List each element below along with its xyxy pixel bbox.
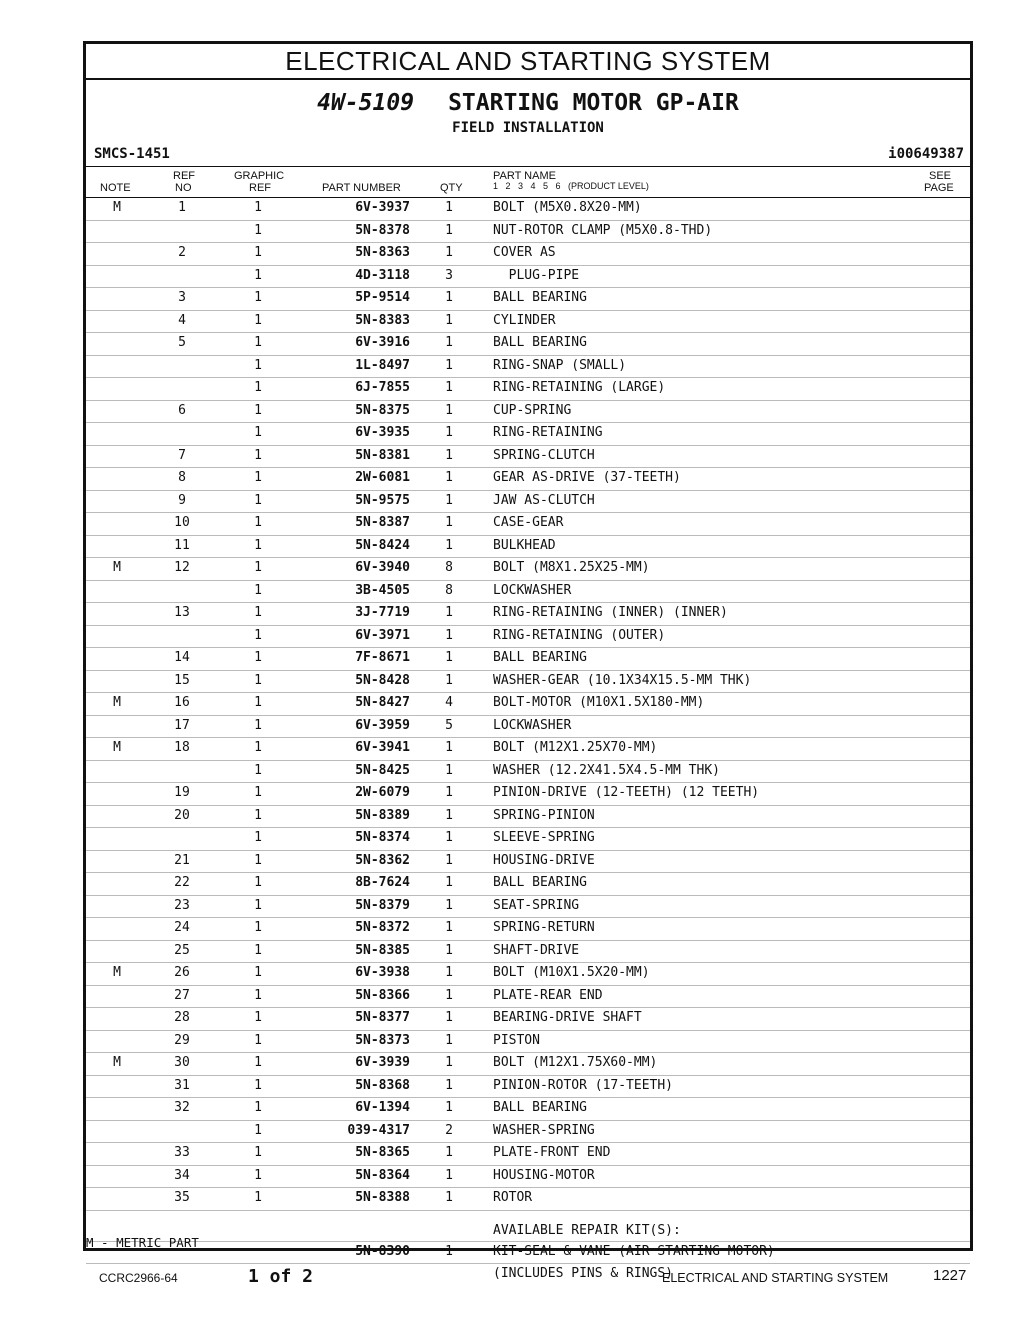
ref-no-cell: 16 <box>174 695 190 710</box>
part-number-cell: 2W-6081 <box>355 470 410 485</box>
part-name-cell: WASHER-SPRING <box>493 1122 595 1138</box>
part-name-cell: BOLT (M12X1.25X70-MM) <box>493 740 658 755</box>
qty-cell: 1 <box>445 1077 453 1093</box>
table-row <box>86 1008 970 1031</box>
ref-no-cell: 10 <box>174 515 190 530</box>
part-number-cell: 6V-3938 <box>355 965 410 980</box>
graphic-ref-cell: 1 <box>254 1122 262 1138</box>
qty-cell: 1 <box>445 1167 453 1183</box>
part-number-cell: 5N-8365 <box>355 1145 410 1160</box>
part-number-cell: 6V-3916 <box>355 335 410 350</box>
part-name-cell: LOCKWASHER <box>493 717 572 733</box>
smcs-code: SMCS-1451 <box>94 146 170 162</box>
part-number-cell: 6V-3939 <box>355 1055 410 1070</box>
col-see-bottom: PAGE <box>924 182 954 194</box>
kit-part-number: 5N-8390 <box>355 1243 410 1259</box>
part-name-cell: WASHER (12.2X41.5X4.5-MM THK) <box>493 762 720 778</box>
kit-row <box>86 1242 970 1265</box>
table-row <box>86 513 970 536</box>
part-number-cell: 5N-9575 <box>355 492 410 508</box>
part-name-cell: BALL BEARING <box>493 1100 587 1115</box>
graphic-ref-cell: 1 <box>254 312 262 328</box>
part-number-cell: 5N-8373 <box>355 1032 410 1048</box>
ref-no-cell: 33 <box>174 1145 190 1160</box>
table-row <box>86 266 970 289</box>
table-row <box>86 1143 970 1166</box>
part-number-cell: 4D-3118 <box>355 267 410 283</box>
part-name-cell: RING-RETAINING <box>493 425 603 440</box>
table-row <box>86 491 970 514</box>
graphic-ref-cell: 1 <box>254 987 262 1003</box>
footer-page-of: 1 of 2 <box>248 1266 314 1287</box>
graphic-ref-cell: 1 <box>254 245 262 260</box>
table-row <box>86 693 970 716</box>
qty-cell: 1 <box>445 312 453 328</box>
part-number-cell: 5N-8375 <box>355 402 410 418</box>
graphic-ref-cell: 1 <box>254 717 262 733</box>
part-number-cell: 5N-8364 <box>355 1167 410 1183</box>
table-row <box>86 198 970 221</box>
part-name-cell: SEAT-SPRING <box>493 897 580 913</box>
ref-no-cell: 32 <box>174 1100 190 1115</box>
graphic-ref-cell: 1 <box>254 785 262 800</box>
group-number: 4W-5109 <box>317 90 415 116</box>
table-row <box>86 716 970 739</box>
parts-table <box>86 198 970 1211</box>
col-graphic-top: GRAPHIC <box>234 170 285 182</box>
qty-cell: 1 <box>445 785 453 800</box>
qty-cell: 1 <box>445 357 453 373</box>
part-name-cell: SLEEVE-SPRING <box>493 830 595 845</box>
part-name-cell: SPRING-RETURN <box>493 920 595 935</box>
table-row <box>86 221 970 244</box>
illustration-id: i00649387 <box>888 146 964 162</box>
part-number-cell: 5N-8385 <box>355 942 410 958</box>
qty-cell: 1 <box>445 537 453 553</box>
part-name-cell: SHAFT-DRIVE <box>493 942 580 958</box>
table-row <box>86 558 970 581</box>
table-row <box>86 828 970 851</box>
part-name-cell: PISTON <box>493 1032 540 1048</box>
ref-no-cell: 5 <box>178 335 186 350</box>
ref-no-cell: 2 <box>178 245 186 260</box>
ref-no-cell: 25 <box>174 942 190 958</box>
part-name-cell: RING-RETAINING (LARGE) <box>493 380 666 395</box>
note-cell: M <box>113 200 121 215</box>
group-title <box>86 90 970 116</box>
col-ref-top: REF <box>173 170 195 182</box>
table-row <box>86 896 970 919</box>
part-number-cell: 6V-3935 <box>355 425 410 440</box>
table-row <box>86 378 970 401</box>
qty-cell: 1 <box>445 245 453 260</box>
qty-cell: 1 <box>445 335 453 350</box>
part-name-cell: BALL BEARING <box>493 875 587 890</box>
qty-cell: 1 <box>445 380 453 395</box>
qty-cell: 1 <box>445 807 453 823</box>
part-name-cell: RING-RETAINING (INNER) (INNER) <box>493 605 728 620</box>
ref-no-cell: 8 <box>178 470 186 485</box>
group-header <box>86 80 970 167</box>
table-row <box>86 1188 970 1211</box>
ref-no-cell: 24 <box>174 920 190 935</box>
qty-cell: 1 <box>445 425 453 440</box>
table-row <box>86 1031 970 1054</box>
part-name-cell: BOLT (M5X0.8X20-MM) <box>493 200 642 215</box>
part-name-cell: PLUG-PIPE <box>493 267 580 283</box>
col-see-top: SEE <box>929 170 952 182</box>
graphic-ref-cell: 1 <box>254 492 262 508</box>
ref-no-cell: 26 <box>174 965 190 980</box>
table-row <box>86 918 970 941</box>
part-name-cell: BEARING-DRIVE SHAFT <box>493 1010 642 1025</box>
part-name-cell: PINION-ROTOR (17-TEETH) <box>493 1077 674 1093</box>
graphic-ref-cell: 1 <box>254 582 262 598</box>
note-cell: M <box>113 965 121 980</box>
group-subtitle: FIELD INSTALLATION <box>452 120 604 136</box>
part-name-cell: BALL BEARING <box>493 335 587 350</box>
part-number-cell: 5N-8381 <box>355 447 410 463</box>
graphic-ref-cell: 1 <box>254 380 262 395</box>
qty-cell: 1 <box>445 740 453 755</box>
ref-no-cell: 4 <box>178 312 186 328</box>
part-number-cell: 8B-7624 <box>355 875 410 890</box>
ref-no-cell: 12 <box>174 560 190 575</box>
table-row <box>86 783 970 806</box>
ref-no-cell: 34 <box>174 1167 190 1183</box>
part-number-cell: 5N-8366 <box>355 987 410 1003</box>
part-name-cell: ROTOR <box>493 1190 533 1205</box>
qty-cell: 1 <box>445 1190 453 1205</box>
ref-no-cell: 18 <box>174 740 190 755</box>
graphic-ref-cell: 1 <box>254 897 262 913</box>
ref-no-cell: 31 <box>174 1077 190 1093</box>
col-graphic-bottom: REF <box>249 182 271 194</box>
qty-cell: 5 <box>445 717 453 733</box>
footer-page-number: 1227 <box>933 1267 967 1284</box>
part-name-cell: BULKHEAD <box>493 537 556 553</box>
table-row <box>86 1053 970 1076</box>
part-name-cell: CASE-GEAR <box>493 515 564 530</box>
graphic-ref-cell: 1 <box>254 1100 262 1115</box>
part-number-cell: 5N-8389 <box>355 807 410 823</box>
part-name-cell: HOUSING-MOTOR <box>493 1167 595 1183</box>
qty-cell: 1 <box>445 1032 453 1048</box>
part-name-cell: BOLT (M8X1.25X25-MM) <box>493 560 650 575</box>
graphic-ref-cell: 1 <box>254 695 262 710</box>
part-name-cell: BOLT (M10X1.5X20-MM) <box>493 965 650 980</box>
table-row <box>86 806 970 829</box>
qty-cell: 2 <box>445 1122 453 1138</box>
graphic-ref-cell: 1 <box>254 425 262 440</box>
graphic-ref-cell: 1 <box>254 875 262 890</box>
note-cell: M <box>113 560 121 575</box>
table-row <box>86 963 970 986</box>
qty-cell: 1 <box>445 492 453 508</box>
table-row <box>86 311 970 334</box>
part-number-cell: 5N-8374 <box>355 830 410 845</box>
ref-no-cell: 21 <box>174 852 190 868</box>
ref-no-cell: 30 <box>174 1055 190 1070</box>
qty-cell: 1 <box>445 1010 453 1025</box>
ref-no-cell: 13 <box>174 605 190 620</box>
part-name-cell: RING-SNAP (SMALL) <box>493 357 627 373</box>
graphic-ref-cell: 1 <box>254 357 262 373</box>
qty-cell: 1 <box>445 650 453 665</box>
graphic-ref-cell: 1 <box>254 740 262 755</box>
graphic-ref-cell: 1 <box>254 762 262 778</box>
col-ref-bottom: NO <box>175 182 192 194</box>
part-number-cell: 3J-7719 <box>355 605 410 620</box>
group-name: STARTING MOTOR GP-AIR <box>448 90 739 116</box>
qty-cell: 1 <box>445 942 453 958</box>
table-row <box>86 671 970 694</box>
part-name-cell: PLATE-REAR END <box>493 987 603 1003</box>
ref-no-cell: 20 <box>174 807 190 823</box>
graphic-ref-cell: 1 <box>254 942 262 958</box>
graphic-ref-cell: 1 <box>254 1077 262 1093</box>
part-number-cell: 5N-8388 <box>355 1190 410 1205</box>
graphic-ref-cell: 1 <box>254 222 262 238</box>
graphic-ref-cell: 1 <box>254 335 262 350</box>
qty-cell: 8 <box>445 582 453 598</box>
part-number-cell: 5N-8368 <box>355 1077 410 1093</box>
graphic-ref-cell: 1 <box>254 605 262 620</box>
note-cell: M <box>113 740 121 755</box>
part-number-cell: 5P-9514 <box>355 290 410 305</box>
kit-title-row <box>86 1211 970 1242</box>
qty-cell: 1 <box>445 830 453 845</box>
kit-title: AVAILABLE REPAIR KIT(S): <box>493 1222 681 1238</box>
qty-cell: 1 <box>445 672 453 688</box>
column-header <box>86 167 970 198</box>
graphic-ref-cell: 1 <box>254 1032 262 1048</box>
graphic-ref-cell: 1 <box>254 1190 262 1205</box>
qty-cell: 1 <box>445 627 453 643</box>
qty-cell: 1 <box>445 987 453 1003</box>
qty-cell: 3 <box>445 267 453 283</box>
table-row <box>86 468 970 491</box>
qty-cell: 1 <box>445 200 453 215</box>
table-row <box>86 851 970 874</box>
part-number-cell: 6V-1394 <box>355 1100 410 1115</box>
table-row <box>86 1098 970 1121</box>
part-name-cell: GEAR AS-DRIVE (37-TEETH) <box>493 470 681 485</box>
qty-cell: 1 <box>445 875 453 890</box>
part-number-cell: 5N-8383 <box>355 312 410 328</box>
part-number-cell: 5N-8362 <box>355 852 410 868</box>
part-number-cell: 6V-3940 <box>355 560 410 575</box>
table-row <box>86 603 970 626</box>
part-number-cell: 6V-3941 <box>355 740 410 755</box>
graphic-ref-cell: 1 <box>254 200 262 215</box>
part-number-cell: 5N-8372 <box>355 920 410 935</box>
table-row <box>86 626 970 649</box>
part-name-cell: BALL BEARING <box>493 290 587 305</box>
ref-no-cell: 9 <box>178 492 186 508</box>
graphic-ref-cell: 1 <box>254 537 262 553</box>
graphic-ref-cell: 1 <box>254 627 262 643</box>
part-name-cell: COVER AS <box>493 245 556 260</box>
footer-code: CCRC2966-64 <box>99 1271 178 1285</box>
part-number-cell: 2W-6079 <box>355 785 410 800</box>
qty-cell: 1 <box>445 920 453 935</box>
part-number-cell: 7F-8671 <box>355 650 410 665</box>
graphic-ref-cell: 1 <box>254 920 262 935</box>
ref-no-cell: 14 <box>174 650 190 665</box>
graphic-ref-cell: 1 <box>254 852 262 868</box>
qty-cell: 1 <box>445 897 453 913</box>
ref-no-cell: 15 <box>174 672 190 688</box>
ref-no-cell: 11 <box>174 537 190 553</box>
table-row <box>86 536 970 559</box>
ref-no-cell: 6 <box>178 402 186 418</box>
col-product-level: 1 2 3 4 5 6 (PRODUCT LEVEL) <box>493 181 649 191</box>
qty-cell: 1 <box>445 1145 453 1160</box>
ref-no-cell: 3 <box>178 290 186 305</box>
part-name-cell: NUT-ROTOR CLAMP (M5X0.8-THD) <box>493 222 713 238</box>
part-name-cell: JAW AS-CLUTCH <box>493 492 595 508</box>
footer-section: ELECTRICAL AND STARTING SYSTEM <box>662 1271 889 1285</box>
part-number-cell: 5N-8428 <box>355 672 410 688</box>
ref-no-cell: 35 <box>174 1190 190 1205</box>
kit-name: KIT-SEAL & VANE (AIR STARTING MOTOR) <box>493 1243 775 1259</box>
part-number-cell: 5N-8427 <box>355 695 410 710</box>
qty-cell: 1 <box>445 447 453 463</box>
part-number-cell: 039-4317 <box>347 1122 410 1138</box>
graphic-ref-cell: 1 <box>254 830 262 845</box>
part-name-cell: SPRING-CLUTCH <box>493 447 595 463</box>
note-cell: M <box>113 695 121 710</box>
qty-cell: 1 <box>445 222 453 238</box>
graphic-ref-cell: 1 <box>254 515 262 530</box>
col-part-name: PART NAME <box>493 170 556 182</box>
part-number-cell: 6J-7855 <box>355 380 410 395</box>
table-row <box>86 873 970 896</box>
part-name-cell: BOLT (M12X1.75X60-MM) <box>493 1055 658 1070</box>
graphic-ref-cell: 1 <box>254 560 262 575</box>
table-row <box>86 288 970 311</box>
part-name-cell: WASHER-GEAR (10.1X34X15.5-MM THK) <box>493 672 752 688</box>
part-number-cell: 6V-3937 <box>355 200 410 215</box>
table-row <box>86 761 970 784</box>
part-number-cell: 5N-8377 <box>355 1010 410 1025</box>
graphic-ref-cell: 1 <box>254 650 262 665</box>
part-name-cell: RING-RETAINING (OUTER) <box>493 627 666 643</box>
table-row <box>86 738 970 761</box>
kit-note: (INCLUDES PINS & RINGS) <box>493 1266 674 1281</box>
ref-no-cell: 28 <box>174 1010 190 1025</box>
qty-cell: 8 <box>445 560 453 575</box>
graphic-ref-cell: 1 <box>254 470 262 485</box>
qty-cell: 1 <box>445 965 453 980</box>
qty-cell: 1 <box>445 605 453 620</box>
part-name-cell: PLATE-FRONT END <box>493 1145 611 1160</box>
qty-cell: 1 <box>445 1100 453 1115</box>
qty-cell: 1 <box>445 470 453 485</box>
graphic-ref-cell: 1 <box>254 1167 262 1183</box>
qty-cell: 1 <box>445 515 453 530</box>
part-number-cell: 5N-8424 <box>355 537 410 553</box>
part-name-cell: CYLINDER <box>493 312 556 328</box>
part-name-cell: CUP-SPRING <box>493 402 572 418</box>
table-row <box>86 243 970 266</box>
part-number-cell: 6V-3959 <box>355 717 410 733</box>
section-title: ELECTRICAL AND STARTING SYSTEM <box>86 44 970 80</box>
table-row <box>86 1166 970 1189</box>
qty-cell: 1 <box>445 402 453 418</box>
ref-no-cell: 7 <box>178 447 186 463</box>
ref-no-cell: 23 <box>174 897 190 913</box>
part-number-cell: 6V-3971 <box>355 627 410 643</box>
graphic-ref-cell: 1 <box>254 402 262 418</box>
table-row <box>86 1121 970 1144</box>
qty-cell: 1 <box>445 762 453 778</box>
col-note: NOTE <box>100 182 131 194</box>
part-number-cell: 5N-8363 <box>355 245 410 260</box>
part-number-cell: 5N-8378 <box>355 222 410 238</box>
table-row <box>86 356 970 379</box>
part-name-cell: LOCKWASHER <box>493 582 572 598</box>
part-number-cell: 5N-8379 <box>355 897 410 913</box>
qty-cell: 1 <box>445 852 453 868</box>
part-number-cell: 3B-4505 <box>355 582 410 598</box>
part-name-cell: BOLT-MOTOR (M10X1.5X180-MM) <box>493 695 705 710</box>
qty-cell: 4 <box>445 695 453 710</box>
ref-no-cell: 1 <box>178 200 186 215</box>
table-row <box>86 446 970 469</box>
ref-no-cell: 22 <box>174 875 190 890</box>
qty-cell: 1 <box>445 290 453 305</box>
table-row <box>86 1076 970 1099</box>
note-cell: M <box>113 1055 121 1070</box>
graphic-ref-cell: 1 <box>254 1055 262 1070</box>
metric-part-note: M - METRIC PART <box>86 1235 199 1250</box>
part-number-cell: 5N-8387 <box>355 515 410 530</box>
graphic-ref-cell: 1 <box>254 267 262 283</box>
graphic-ref-cell: 1 <box>254 447 262 463</box>
table-row <box>86 941 970 964</box>
graphic-ref-cell: 1 <box>254 290 262 305</box>
part-name-cell: SPRING-PINION <box>493 807 595 823</box>
ref-no-cell: 27 <box>174 987 190 1003</box>
graphic-ref-cell: 1 <box>254 807 262 823</box>
ref-no-cell: 19 <box>174 785 190 800</box>
part-number-cell: 5N-8425 <box>355 762 410 778</box>
table-row <box>86 648 970 671</box>
col-qty: QTY <box>440 182 463 194</box>
col-part-number: PART NUMBER <box>322 182 401 194</box>
table-row <box>86 986 970 1009</box>
graphic-ref-cell: 1 <box>254 672 262 688</box>
graphic-ref-cell: 1 <box>254 1145 262 1160</box>
table-row <box>86 423 970 446</box>
graphic-ref-cell: 1 <box>254 965 262 980</box>
part-name-cell: BALL BEARING <box>493 650 587 665</box>
part-name-cell: HOUSING-DRIVE <box>493 852 595 868</box>
qty-cell: 1 <box>445 1055 453 1070</box>
table-row <box>86 581 970 604</box>
table-row <box>86 333 970 356</box>
graphic-ref-cell: 1 <box>254 1010 262 1025</box>
part-name-cell: PINION-DRIVE (12-TEETH) (12 TEETH) <box>493 785 760 800</box>
table-row <box>86 401 970 424</box>
kit-qty: 1 <box>445 1243 453 1259</box>
ref-no-cell: 17 <box>174 717 190 733</box>
ref-no-cell: 29 <box>174 1032 190 1048</box>
part-number-cell: 1L-8497 <box>355 357 410 373</box>
